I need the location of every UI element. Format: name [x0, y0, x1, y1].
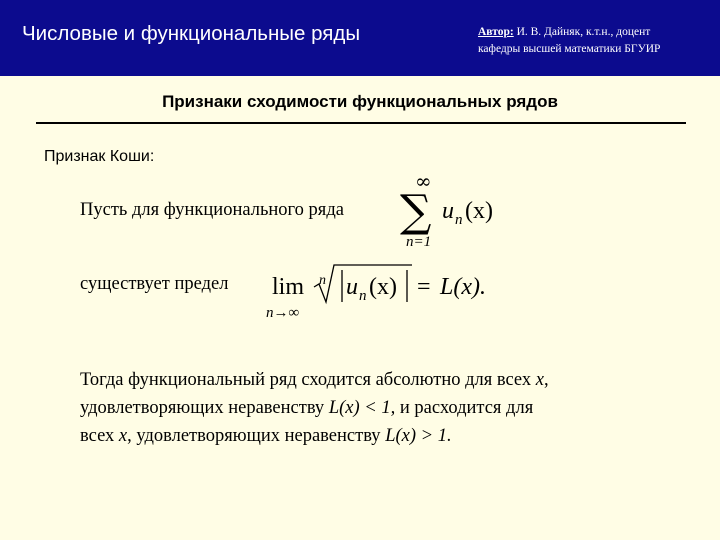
series-term-arg: (x): [465, 198, 493, 224]
header-title: Числовые и функциональные ряды: [22, 22, 361, 45]
conclusion-line-3: [80, 422, 700, 450]
intro-line: Пусть для функционального ряда: [80, 200, 344, 220]
series-term-subscript: n: [455, 212, 463, 228]
conclusion-text: и расходится для: [395, 398, 534, 418]
limit-term-subscript: n: [359, 288, 367, 304]
conclusion-text: всех: [80, 426, 119, 446]
variable-x: x: [118, 426, 128, 446]
equals-sign: =: [417, 274, 431, 300]
limit-intro-line: существует предел: [80, 274, 229, 294]
inequality-less: L(x) < 1,: [328, 398, 396, 418]
conclusion-text: удовлетворяющих неравенству: [80, 398, 329, 418]
root-index: n: [319, 273, 326, 288]
author-name: И. В. Дайняк, к.т.н., доцент: [513, 26, 651, 38]
header-bar: [0, 0, 720, 76]
limit-rhs: L(x).: [440, 274, 486, 300]
author-info: [478, 24, 660, 58]
conclusion-text: Тогда функциональный ряд сходится абсолютно для всех: [80, 370, 536, 390]
section-label: Признак Коши:: [44, 148, 155, 165]
lim-subscript: n→∞: [266, 305, 300, 321]
author-label: Автор:: [478, 26, 514, 38]
divider-line: [36, 122, 686, 124]
series-lower-limit: n=1: [406, 234, 432, 250]
series-formula: [398, 168, 508, 254]
author-department: кафедры высшей математики БГУИР: [478, 43, 661, 55]
series-upper-limit: ∞: [415, 169, 432, 193]
conclusion-paragraph: [80, 366, 700, 450]
comma: ,: [544, 370, 549, 390]
limit-term-arg: (x): [369, 274, 397, 300]
conclusion-line-2: [80, 394, 700, 422]
sigma-symbol: ∑: [400, 186, 432, 237]
conclusion-text: , удовлетворяющих неравенству: [127, 426, 386, 446]
inequality-greater: L(x) > 1.: [385, 426, 452, 446]
limit-term: u: [346, 274, 358, 300]
conclusion-line-1: [80, 366, 700, 394]
slide-subtitle: Признаки сходимости функциональных рядов: [162, 92, 558, 111]
limit-formula: [262, 260, 510, 322]
series-term: u: [442, 198, 454, 224]
variable-x: x: [535, 370, 544, 390]
lim-operator: lim: [272, 274, 305, 300]
